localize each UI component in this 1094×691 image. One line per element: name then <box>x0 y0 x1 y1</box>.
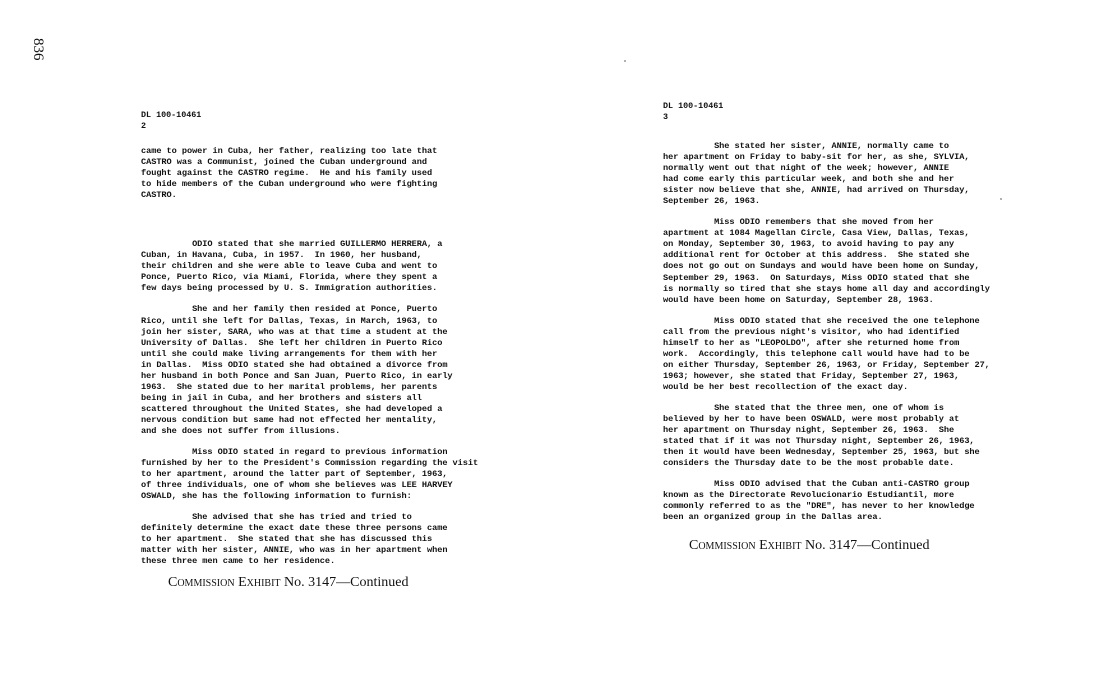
paragraph: ODIO stated that she married GUILLERMO HERRERA, a Cuban, in Havana, Cuba, in 1957. In 1960, her husband, their children and she were able to leave Cuba and went to Ponce, Puerto Rico, via Miami, Florida, where they spent a few days being processed by U. S. Immigration authorities. <box>141 239 443 294</box>
paragraph: Miss ODIO advised that the Cuban anti-CASTRO group known as the Directorate Revolucionario Estudiantil, more commonly referred to as the "DRE", has never to her knowledge been an organized group in the Dallas area. <box>663 479 975 523</box>
right-page <box>663 101 1023 523</box>
caption-number: No. 3147—Continued <box>284 575 409 590</box>
exhibit-caption <box>168 575 408 591</box>
paragraph: She stated that the three men, one of whom is believed by her to have been OSWALD, were most probably at her apartment on Thursday night, September 26, 1963. She stated that if it was not Thursday night, September 26, 1963, then it would have been Wednesday, September 25, 1963, but she considers the Thursday date to be the most probable date. <box>663 402 980 469</box>
caption-prefix: Commission Exhibit <box>168 575 281 590</box>
paragraph: She and her family then resided at Ponce, Puerto Rico, until she left for Dallas, Texas, in March, 1963, to join her sister, SARA, who was at that time a student at the University of Dallas. She left her children in Puerto Rico until she could make living arrangements for them with her in Dallas. Miss ODIO stated she had obtained a divorce from her husband in both Ponce and San Juan, Puerto Rico, in early 1963. She stated due to her marital problems, her parents being in jail in Cuba, and her brothers and sisters all scattered throughout the United States, she had developed a nervous condition but same had not effected her mentality, and she does not suffer from illusions. <box>141 304 453 436</box>
page-number: 836 <box>30 38 46 61</box>
paragraph: came to power in Cuba, her father, realizing too late that CASTRO was a Communist, joined the Cuban underground and fought against the CASTRO regime. He and his family used to hide members of the Cuban underground who were fighting CASTRO. <box>141 146 438 201</box>
left-page <box>141 110 501 568</box>
exhibit-caption <box>689 538 929 554</box>
page-index: 3 <box>663 112 669 122</box>
caption-prefix: Commission Exhibit <box>689 538 802 553</box>
paragraph: She stated her sister, ANNIE, normally came to her apartment on Friday to baby-sit for her, as she, SYLVIA, normally went out that night of the week; however, ANNIE had come early this particular week, and both she and her sister now believe that she, ANNIE, had arrived on Thursday, September 26, 1963. <box>663 141 970 207</box>
scan-speck <box>1000 198 1002 200</box>
file-number: DL 100-10461 <box>663 101 724 111</box>
caption-number: No. 3147—Continued <box>805 538 930 553</box>
paragraph: Miss ODIO stated that she received the one telephone call from the previous night's visitor, who had identified himself to her as "LEOPOLDO", after she returned home from work. Accordingly, this telephone call would have had to be on either Thursday, September 26, 1963, or Friday, September 27, 1963; however, she stated that Friday, September 27, 1963, would be her best recollection of the exact day. <box>663 315 990 392</box>
page-index: 2 <box>141 121 147 131</box>
paragraph: She advised that she has tried and tried to definitely determine the exact date these three persons came to her apartment. She stated that she has discussed this matter with her sister, ANNIE, who was in her apartment when these three men came to her residence. <box>141 512 448 567</box>
scan-speck <box>624 60 626 62</box>
paragraph: Miss ODIO remembers that she moved from her apartment at 1084 Magellan Circle, Casa View, Dallas, Texas, on Monday, September 30, 1963, to avoid having to pay any additional rent for October at this address. She stated she does not go out on Sundays and would have been home on Sunday, September 29, 1963. On Saturdays, Miss ODIO stated that she is normally so tired that she stays home all day and accordingly would have been home on Saturday, September 28, 1963. <box>663 217 990 305</box>
file-number: DL 100-10461 <box>141 110 202 120</box>
paragraph: Miss ODIO stated in regard to previous information furnished by her to the President's Commission regarding the visit to her apartment, around the latter part of September, 1963, of three individuals, one of whom she believes was LEE HARVEY OSWALD, she has the following information to furnish: <box>141 447 479 502</box>
